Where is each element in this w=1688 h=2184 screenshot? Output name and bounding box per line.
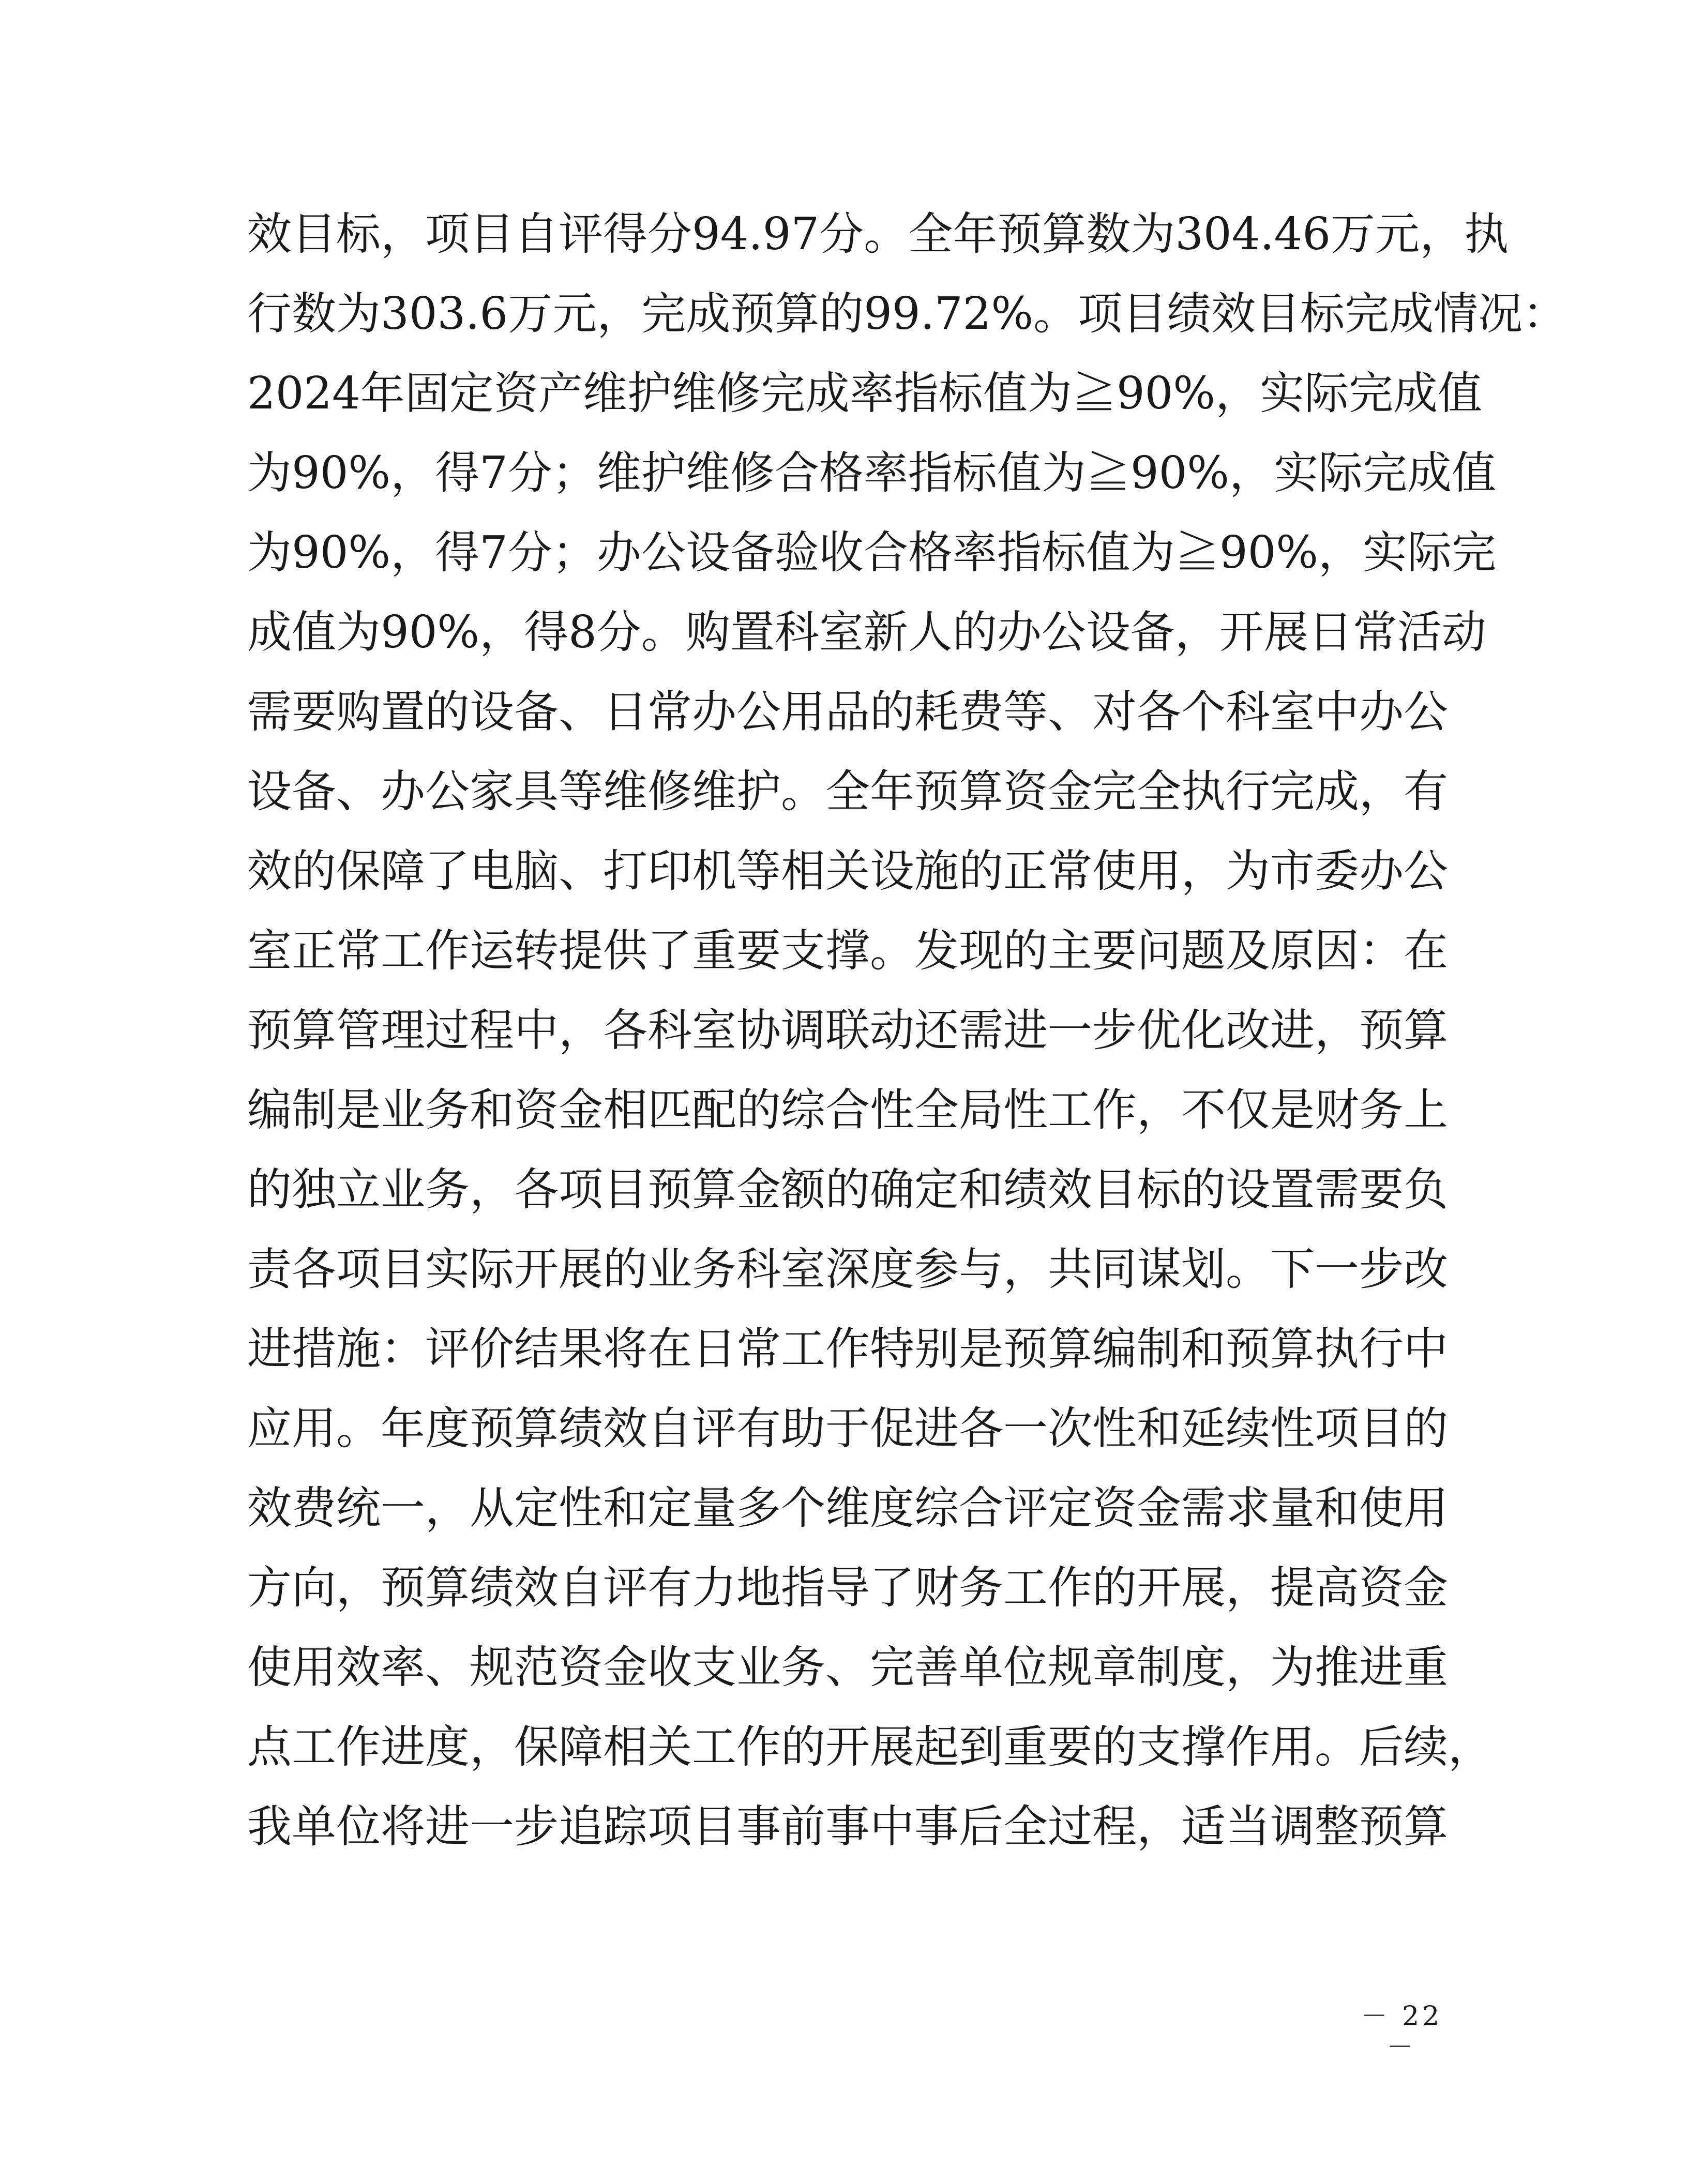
text-line: 预算管理过程中，各科室协调联动还需进一步优化改进，预算 [247,1005,1448,1056]
text-line: 编制是业务和资金相匹配的综合性全局性工作，不仅是财务上 [247,1084,1448,1136]
text-line: 设备、办公家具等维修维护。全年预算资金完全执行完成，有 [247,766,1448,817]
text-line: 为90%，得7分；办公设备验收合格率指标值为≧90%，实际完 [247,527,1497,579]
text-line: 为90%，得7分；维护维修合格率指标值为≧90%，实际完成值 [247,447,1497,499]
text-line: 行数为303.6万元，完成预算的99.72%。项目绩效目标完成情况： [247,288,1568,340]
text-line: 我单位将进一步追踪项目事前事中事后全过程，适当调整预算 [247,1801,1448,1853]
text-line: 方向，预算绩效自评有力地指导了财务工作的开展，提高资金 [247,1562,1448,1614]
text-line: 使用效率、规范资金收支业务、完善单位规章制度，为推进重 [247,1642,1448,1693]
text-line: 需要购置的设备、日常办公用品的耗费等、对各个科室中办公 [247,686,1448,738]
text-line: 应用。年度预算绩效自评有助于促进各一次性和延续性项目的 [247,1403,1448,1454]
text-line: 室正常工作运转提供了重要支撑。发现的主要问题及原因：在 [247,925,1448,977]
text-line: 效的保障了电脑、打印机等相关设施的正常使用，为市委办公 [247,845,1448,897]
page-number: － 22 － [1360,2001,1443,2063]
text-line: 进措施：评价结果将在日常工作特别是预算编制和预算执行中 [247,1323,1448,1375]
text-line: 成值为90%，得8分。购置科室新人的办公设备，开展日常活动 [247,606,1486,658]
text-line: 效目标，项目自评得分94.97分。全年预算数为304.46万元，执 [247,208,1509,260]
text-line: 2024年固定资产维护维修完成率指标值为≧90%，实际完成值 [247,368,1483,419]
text-line: 点工作进度，保障相关工作的开展起到重要的支撑作用。后续， [247,1721,1493,1773]
text-line: 效费统一，从定性和定量多个维度综合评定资金需求量和使用 [247,1482,1448,1534]
text-line: 责各项目实际开展的业务科室深度参与，共同谋划。下一步改 [247,1243,1448,1295]
text-line: 的独立业务，各项目预算金额的确定和绩效目标的设置需要负 [247,1164,1448,1216]
body-text [247,194,1568,1867]
